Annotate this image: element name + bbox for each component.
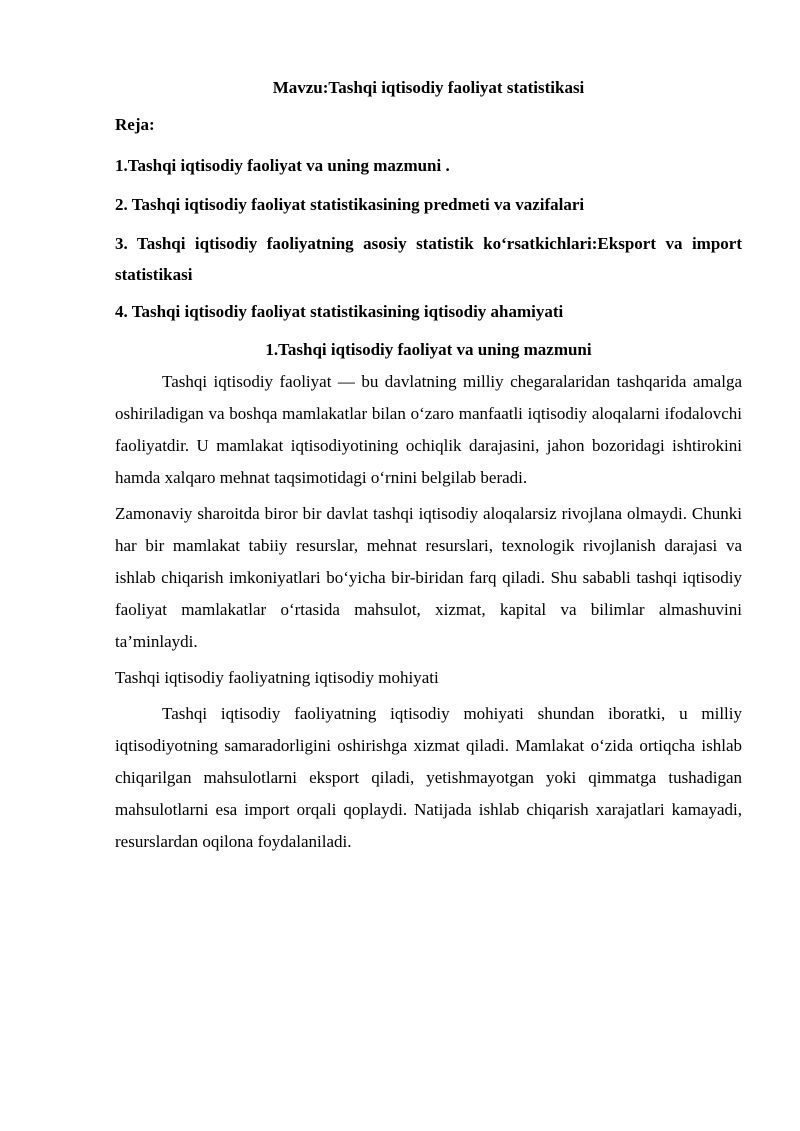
plan-label: Reja: <box>115 115 155 134</box>
plan-item-4: 4. Tashqi iqtisodiy faoliyat statistikasining iqtisodiy ahamiyati <box>115 302 564 321</box>
paragraph-1: Tashqi iqtisodiy faoliyat — bu davlatning milliy chegaralaridan tashqarida amalga oshiriladigan va boshqa mamlakatlar bilan o‘zaro manfaatli iqtisodiy aloqalarni ifodalovchi faoliyatdir. U mamlakat iqtisodiyotining ochiqlik darajasini, jahon bozoridagi ishtirokini hamda xalqaro mehnat taqsimotidagi o‘rnini belgilab beradi. <box>115 372 742 487</box>
subheading: Tashqi iqtisodiy faoliyatning iqtisodiy mohiyati <box>115 668 439 687</box>
plan-item-1: 1.Tashqi iqtisodiy faoliyat va uning mazmuni . <box>115 156 450 175</box>
plan-item-3: 3. Tashqi iqtisodiy faoliyatning asosiy statistik ko‘rsatkichlari:Eksport va import statistikasi <box>115 234 742 284</box>
document-title: Mavzu:Tashqi iqtisodiy faoliyat statistikasi <box>272 78 585 97</box>
section-heading: 1.Tashqi iqtisodiy faoliyat va uning mazmuni <box>265 340 592 359</box>
paragraph-3: Tashqi iqtisodiy faoliyatning iqtisodiy mohiyati shundan iboratki, u milliy iqtisodiyotning samaradorligini oshirishga xizmat qiladi. Mamlakat o‘zida ortiqcha ishlab chiqarilgan mahsulotlarni eksport qiladi, yetishmayotgan yoki qimmatga tushadigan mahsulotlarni esa import orqali qoplaydi. Natijada ishlab chiqarish xarajatlari kamayadi, resurslardan oqilona foydalaniladi. <box>115 704 742 851</box>
paragraph-2: Zamonaviy sharoitda biror bir davlat tashqi iqtisodiy aloqalarsiz rivojlana olmaydi. Chunki har bir mamlakat tabiiy resurslar, mehnat resurslari, texnologik rivojlanish darajasi va ishlab chiqarish imkoniyatlari bo‘yicha bir-biridan farq qiladi. Shu sababli tashqi iqtisodiy faoliyat mamlakatlar o‘rtasida mahsulot, xizmat, kapital va bilimlar almashuvini ta’minlaydi. <box>115 504 742 651</box>
plan-item-2: 2. Tashqi iqtisodiy faoliyat statistikasining predmeti va vazifalari <box>115 195 585 214</box>
document-body <box>115 76 742 862</box>
